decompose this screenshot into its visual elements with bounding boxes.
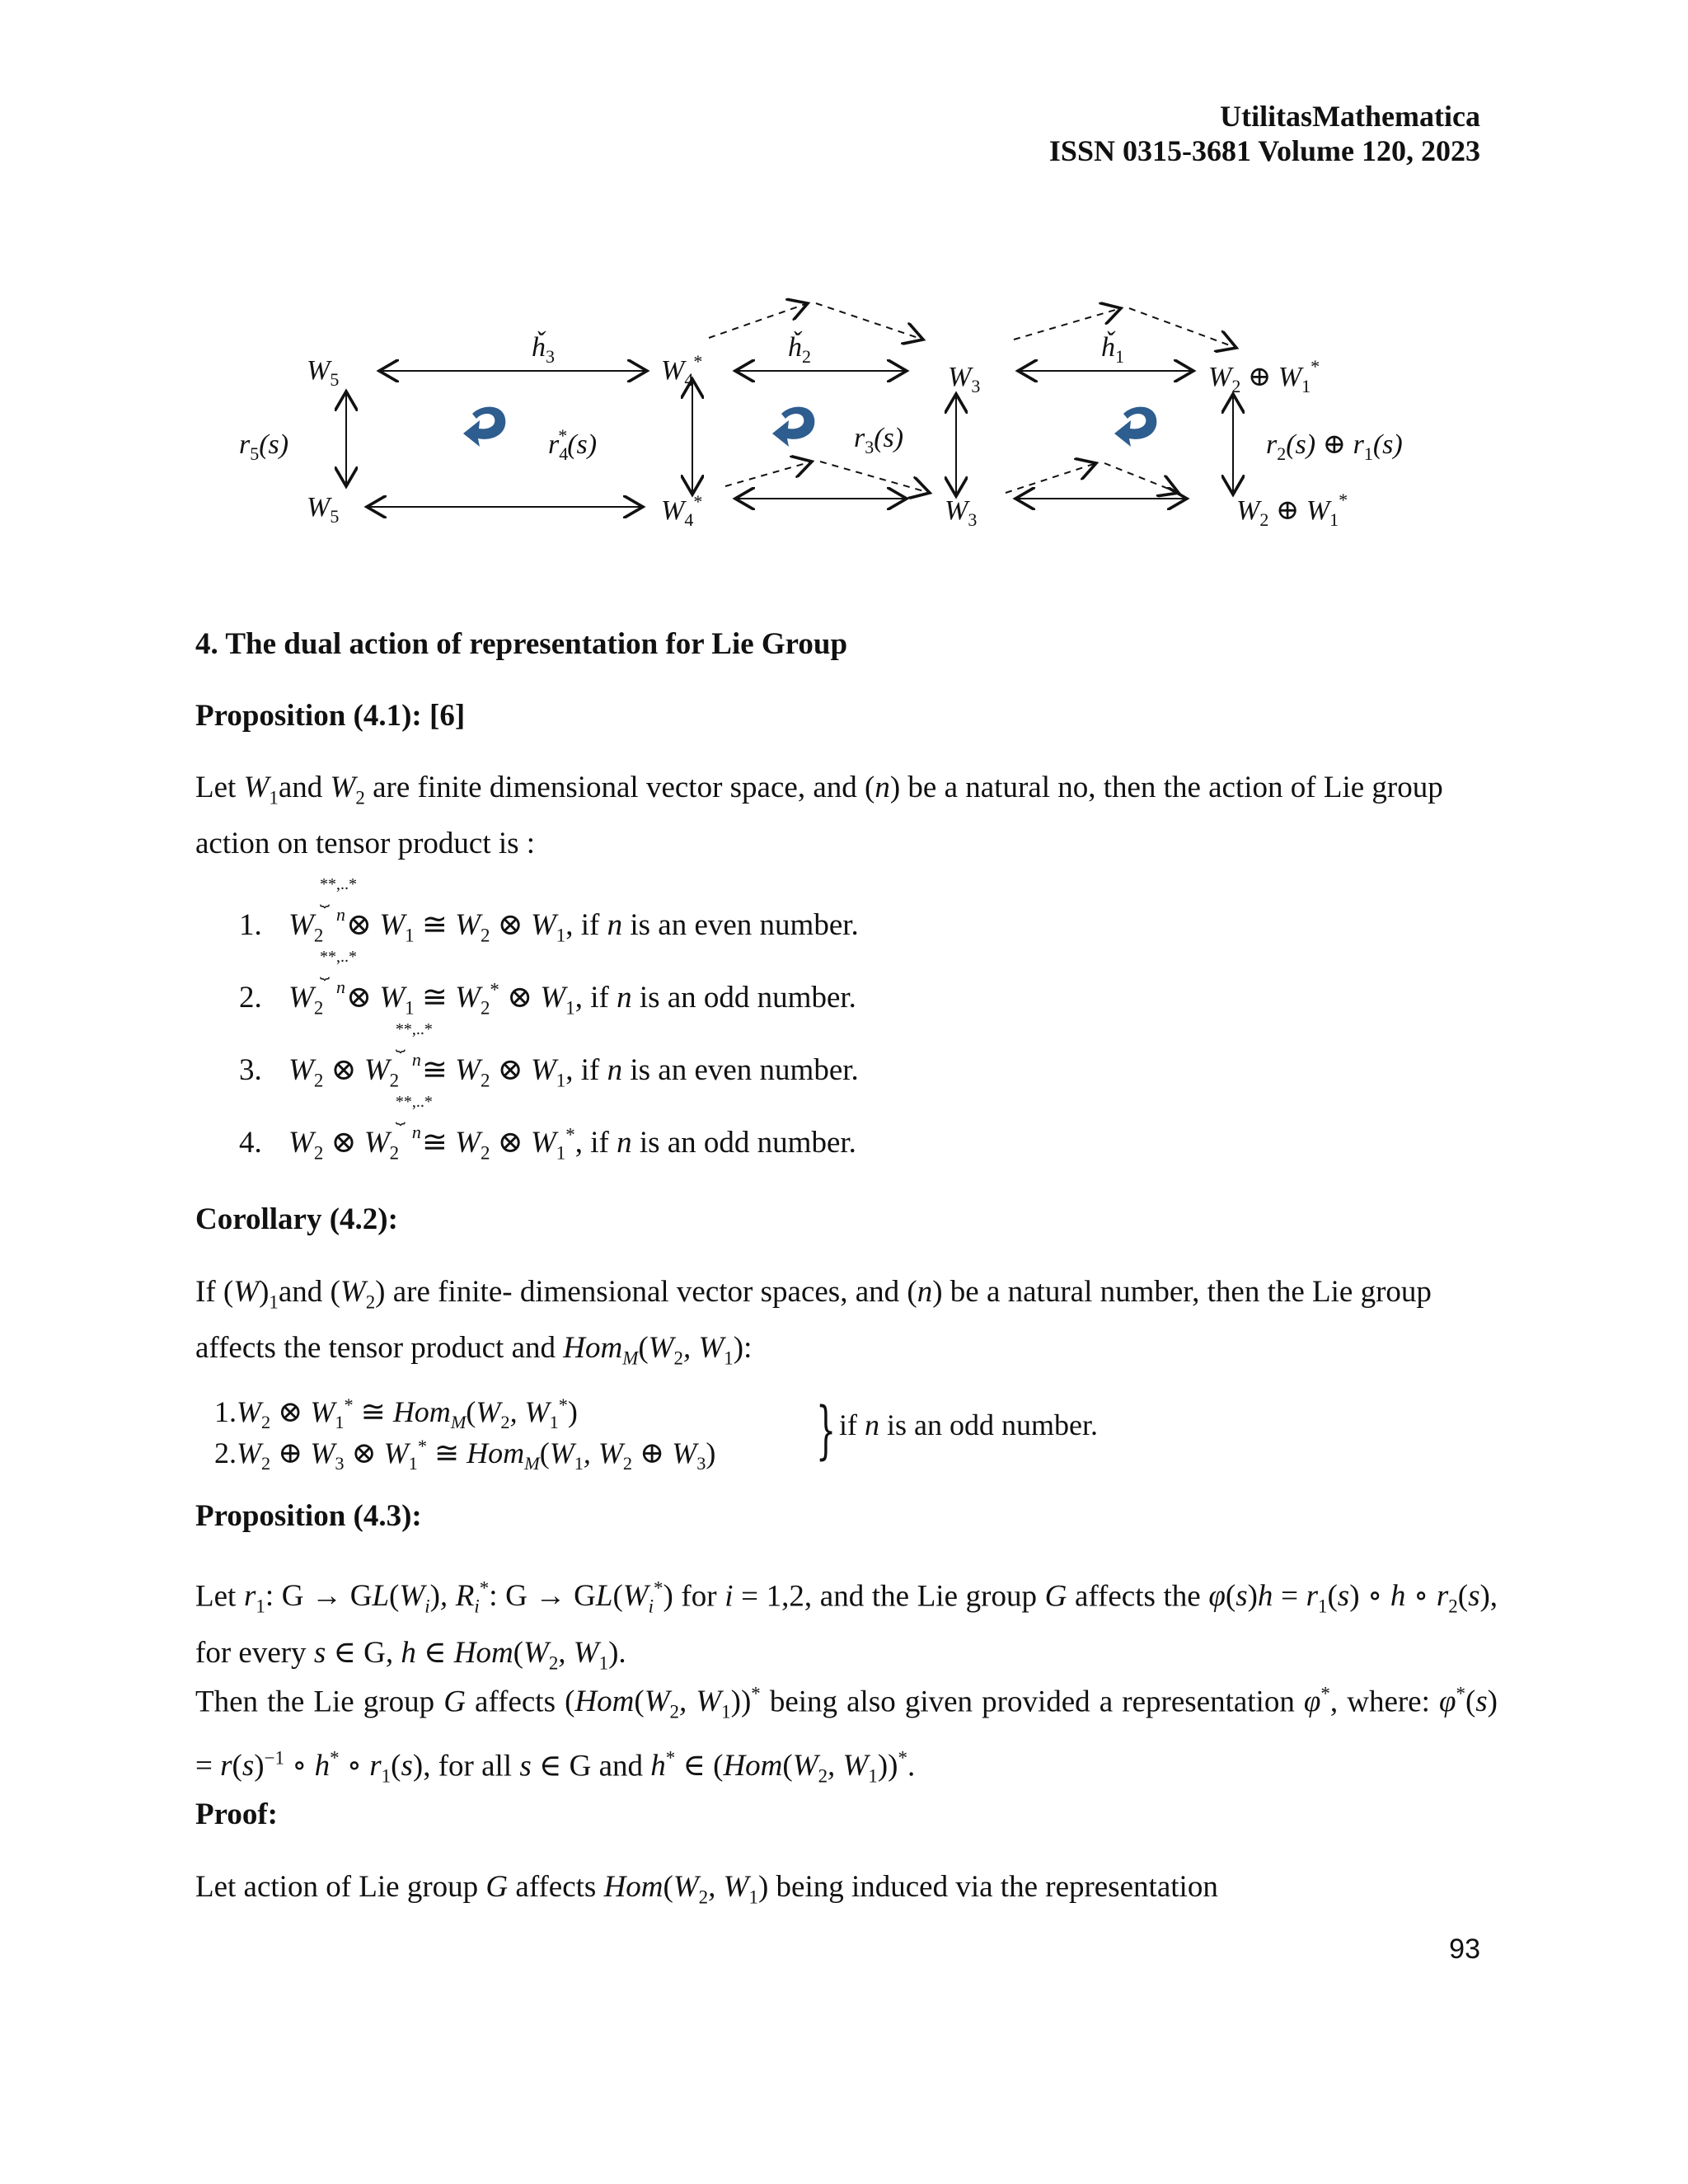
label-r2r1: $r_2(s)$ ⊕ $r_1(s)$ (1266, 429, 1403, 464)
map-h1: $ȟ_1$ (1101, 332, 1124, 367)
node-w3-bottom: $W_3$ (945, 495, 978, 530)
journal-name: UtilitasMathematica (1220, 100, 1480, 133)
prop41-item-1: 1. $W_2$ **,..* ⏟ n ⊗ $W_1$ ≅ $W_2$ ⊗ $W_1$, if n is an even number. (239, 875, 859, 946)
issn-line: ISSN 0315-3681 Volume 120, 2023 (1048, 134, 1480, 167)
cor42-brace-note: if n is an odd number. (839, 1408, 1098, 1441)
commutative-diagram (231, 288, 1467, 552)
map-h2: $ȟ_2$ (788, 332, 811, 367)
cor42-item-1: $1.W_2$ ⊗ $W_1^*$ ≅ $Hom_M(W_2$, $W_1^*$) (214, 1394, 578, 1433)
node-w5-top: $W_5$ (307, 355, 340, 390)
node-w3-top: $W_3$ (948, 362, 981, 396)
proof-text: Let action of Lie group G affects $Hom(W_2$, $W_1$) being induced via the representation (195, 1870, 1218, 1908)
node-w4-top: $W_4^*$ (661, 351, 703, 390)
node-w4-bottom: $W_4^*$ (661, 491, 703, 530)
label-r5: $r_5(s)$ (239, 429, 289, 464)
commute-icon-1 (463, 407, 505, 447)
map-h3: $ȟ_3$ (532, 332, 555, 367)
prop41-item-2: 2. $W_2$ **,..* ⏟ n ⊗ $W_1$ ≅ $W_2^*$ ⊗ $W_1$, if n is an odd number. (239, 948, 856, 1019)
prop41-item-4: 4. $W_2$ ⊗ $W_2$ **,..* ⏟ n ≅ $W_2$ ⊗ $W_1^*$, if n is an odd number. (239, 1093, 856, 1164)
proof-heading: Proof: (195, 1797, 278, 1831)
prop41-item-3: 3. $W_2$ ⊗ $W_2$ **,..* ⏟ n ≅ $W_2$ ⊗ $W_1$, if n is an even number. (239, 1020, 859, 1091)
prop43-heading: Proposition (4.3): (195, 1499, 422, 1533)
commute-icon-3 (1114, 407, 1156, 447)
prop43-para1: Let $r_1$: $G \to GL(W_i)$, $R_i^*$: $G \to GL(W_i^*)$ for i = 1,2, and the Lie group G affects the $\varphi(s)h = r_1(s)$ ∘ h ∘ $r_2(s)$, for every s ∈ G, h ∈ $Hom(W_2$, $W_1$). (195, 1578, 1498, 1674)
page-number: 93 (1449, 1933, 1480, 1965)
prop43-para2: Then the Lie group G affects ($Hom(W_2$, $W_1))^*$ being also given provided a representation φ*, where: $\varphi^*(s) = r(s)^{-1}$ ∘ h* ∘ $r_1(s)$, for all s ∈ G and h* ∈ ($Hom(W_2$, $W_1))^*$. (195, 1684, 1498, 1787)
cor42-text: If $(W)_1and$ $(W_2)$ are finite- dimensional vector spaces, and (n) be a natural number, then the Lie group affects the tensor product and $Hom_M(W_2$, $W_1$): (195, 1275, 1432, 1369)
prop41-heading: Proposition (4.1): [6] (195, 699, 466, 733)
cor42-heading: Corollary (4.2): (195, 1202, 398, 1236)
label-r3: $r_3(s)$ (854, 423, 904, 457)
prop41-intro: Let $W_1and$ $W_2$ are finite dimensional vector space, and (n) be a natural no, then the action of Lie group action on tensor product is : (195, 771, 1443, 861)
right-brace: } (816, 1393, 837, 1466)
node-w2w1-top: $W_2$ ⊕ $W_1^*$ (1208, 356, 1320, 396)
node-w5-bottom: $W_5$ (307, 492, 340, 527)
cor42-item-2: $2.W_2$ ⊕ $W_3$ ⊗ $W_1^*$ ≅ $Hom_M(W_1$, $W_2$ ⊕ $W_3$) (214, 1436, 716, 1474)
commute-icon-2 (772, 407, 814, 447)
node-w2w1-bottom: $W_2$ ⊕ $W_1^*$ (1236, 490, 1348, 530)
label-r4: $r_4*(s)$ (548, 425, 598, 464)
section-title: 4. The dual action of representation for Lie Group (195, 627, 848, 661)
